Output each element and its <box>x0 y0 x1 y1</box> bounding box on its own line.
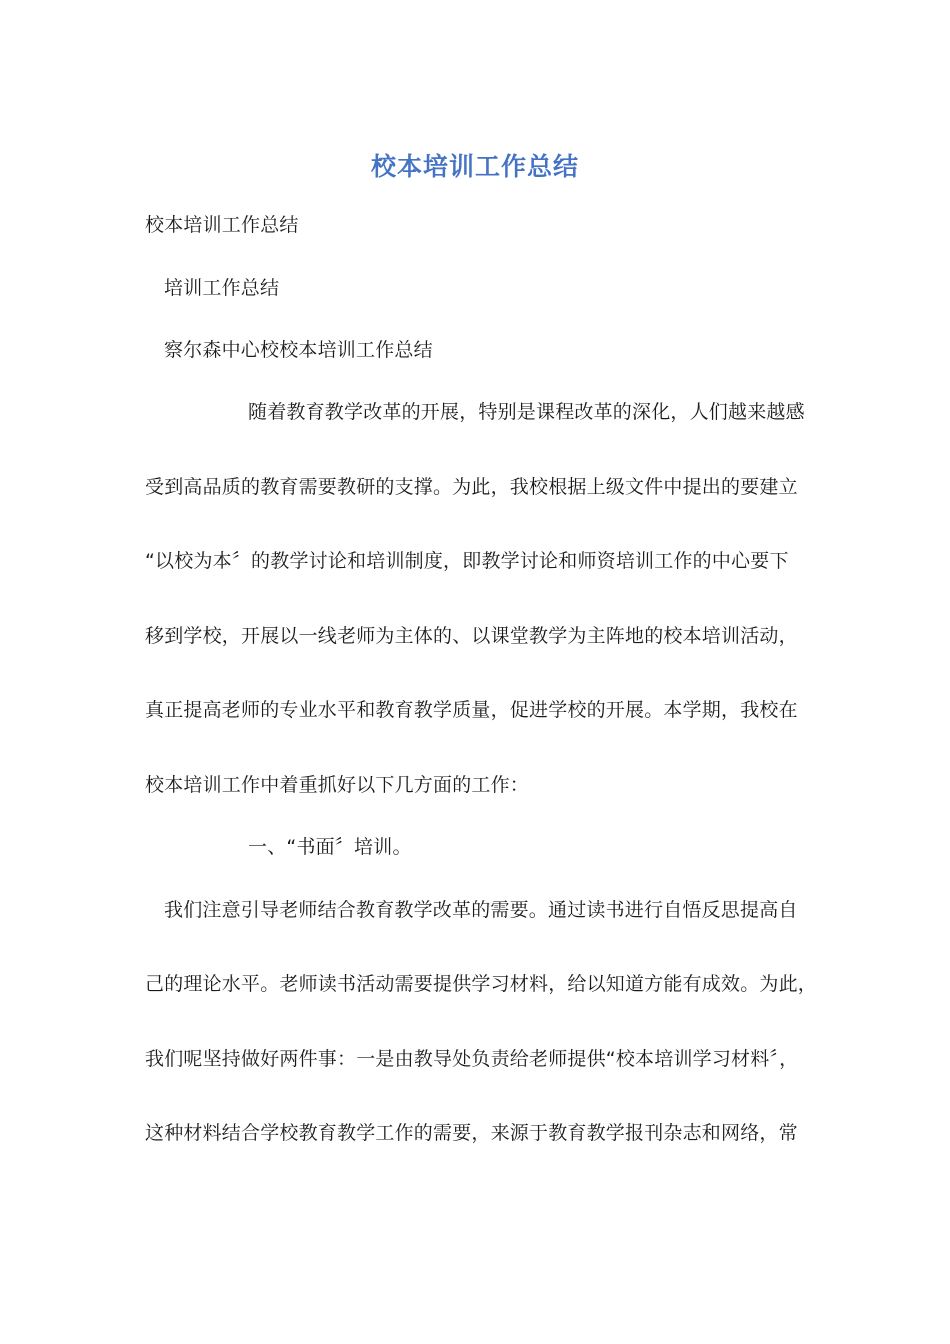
paragraph2-line-4: 这种材料结合学校教育教学工作的需要，来源于教育教学报刊杂志和网络，常 <box>145 1122 798 1144</box>
paragraph1-line-3: “以校为本〞的教学讨论和培训制度，即教学讨论和师资培训工作的中心要下 <box>145 550 789 572</box>
heading-line-1: 校本培训工作总结 <box>145 214 299 236</box>
paragraph1-line-2: 受到高品质的教育需要教研的支撑。为此，我校根据上级文件中提出的要建立 <box>145 476 798 498</box>
paragraph2-line-3: 我们呢坚持做好两件事：一是由教导处负责给老师提供“校本培训学习材料〞， <box>145 1048 799 1070</box>
paragraph1-line-4: 移到学校，开展以一线老师为主体的、以课堂教学为主阵地的校本培训活动， <box>145 625 798 647</box>
section1-heading: 一、“书面〞培训。 <box>248 836 412 858</box>
paragraph1-line-1: 随着教育教学改革的开展，特别是课程改革的深化，人们越来越感 <box>248 401 805 423</box>
paragraph2-line-2: 己的理论水平。老师读书活动需要提供学习材料，给以知道方能有成效。为此， <box>145 973 818 995</box>
paragraph1-line-5: 真正提高老师的专业水平和教育教学质量，促进学校的开展。本学期，我校在 <box>145 699 798 721</box>
heading-line-3: 察尔森中心校校本培训工作总结 <box>164 339 433 361</box>
paragraph2-line-1: 我们注意引导老师结合教育教学改革的需要。通过读书进行自悟反思提高自 <box>164 899 798 921</box>
heading-line-2: 培训工作总结 <box>164 277 280 299</box>
paragraph1-line-6: 校本培训工作中着重抓好以下几方面的工作： <box>145 774 530 796</box>
document-title: 校本培训工作总结 <box>370 152 579 181</box>
